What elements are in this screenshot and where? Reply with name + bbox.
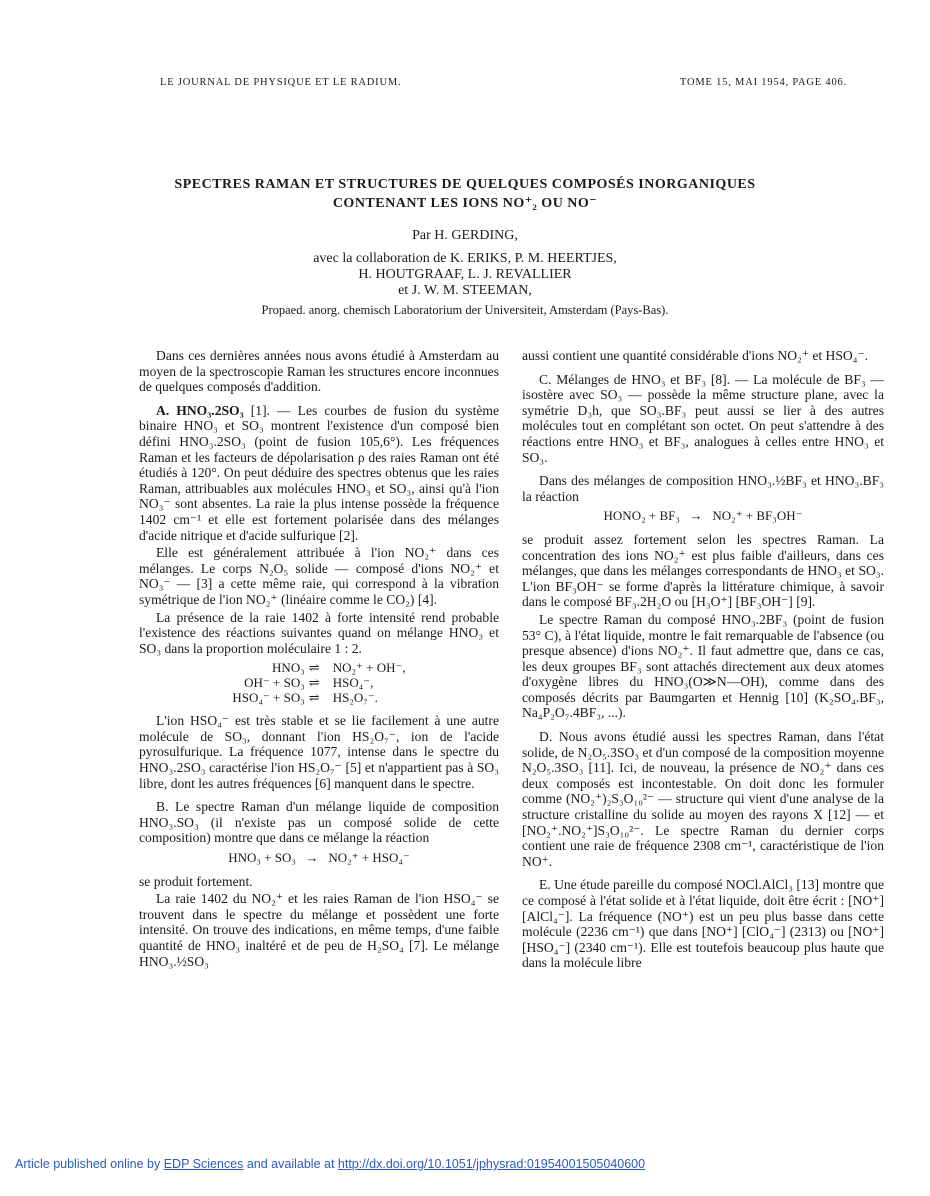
collaborators-line2: H. HOUTGRAAF, L. J. REVALLIER — [358, 267, 572, 282]
intro-paragraph: Dans ces dernières années nous avons étudié à Amsterdam au moyen de la spectroscopie Raman les structures encore inconnues de quelques composés d'addition. — [139, 348, 499, 395]
author: Par H. GERDING, — [412, 228, 518, 243]
equation-arrow: ⇌ — [308, 690, 320, 706]
equation-rhs: HS₂O₇⁻. — [332, 690, 378, 706]
equation-b: HNO₃ + SO₃ → NO₂⁺ + HSO₄⁻ — [228, 850, 410, 866]
section-b-paragraph: B. Le spectre Raman d'un mélange liquide de composition HNO₃.SO₃ (il n'existe pas un composé solide de cette composition) montre que dans ce mélange la réaction — [139, 799, 499, 846]
running-header-issue: TOME 15, MAI 1954, PAGE 406. — [679, 77, 847, 88]
left-column — [139, 348, 499, 971]
paragraph-1402-line: La raie 1402 du NO₂⁺ et les raies Raman de l'ion HSO₄⁻ se trouvent dans le spectre du mélange et possèdent une forte intensité. On trouve des indications, en même temps, d'une faible quantité de HNO₃ inaltéré et de peu de H₂SO₄ [7]. Le mélange HNO₃.½SO₃ — [139, 891, 499, 969]
equation-rhs: HSO₄⁻, — [332, 675, 374, 691]
paragraph-hso4-ion: L'ion HSO₄⁻ est très stable et se lie facilement à une autre molécule de SO₃, donnant l'ion HS₂O₇⁻, ion de l'acide pyrosulfurique. La fréquence 1077, intense dans le spectre du HNO₃.2SO₃ caractérise l'ion HS₂O₇⁻ [5] et n'appartient pas à SO₃ libre, dont les autres fréquences [6] manquent dans le spectre. — [139, 713, 499, 791]
equation-rhs: NO₂⁺ + OH⁻, — [332, 660, 406, 676]
section-c-paragraph: C. Mélanges de HNO₃ et BF₃ [8]. — La molécule de BF₃ — isostère avec SO₃ — possède la même structure plane, avec la symétrie D₃h, que SO₃.BF₃ peut aussi se lier à des autres molécules tout en complétant son octet. On peut s'attendre à des réactions entre HNO₃ et BF₃, analogues à celles entre HNO₃ et SO₃. — [522, 371, 884, 465]
section-d-paragraph: D. Nous avons étudié aussi les spectres Raman, dans l'état solide, de N₂O₅.3SO₃ et d'un composé de la composition moyenne N₂O₅.3SO₃ [11]. Ici, de nouveau, la présence de NO₂⁺ dans ces deux composés est incontestable. On doit donc les formuler comme (NO₂⁺)₂S₃O₁₀²⁻ — structure qui vient d'une analyse de la structure cristalline du solide au moyen des rayons X [12] — et [NO₂⁺.NO₂⁺]S₃O₁₀²⁻. Le spectre Raman du dernier corps contient une raie de fréquence 2308 cm⁻¹, caractéristique de l'ion NO⁺. — [522, 729, 884, 869]
section-a-text: [1]. — Les courbes de fusion du système binaire HNO₃ et SO₃ montrent l'existence d'un composé bien défini HNO₃.2SO₃ (point de fusion 105,6°). Les fréquences Raman et les facteurs de dépolarisation ρ des raies Raman ont été étudiés à 120°. On peut déduire des spectres obtenus que les raies Raman, attribuables aux molécules HNO₃ et SO₃, ainsi qu'à l'ion NO₃⁻ sont absentes. La raie la plus intense possède la fréquence 1402 cm⁻¹ et elle est fortement polarisée dans des mélanges d'acide nitrique et d'acide sulfurique [2]. — [139, 402, 499, 543]
equation-c: HONO₂ + BF₃ → NO₂⁺ + BF₃OH⁻ — [603, 508, 803, 524]
footer-prefix: Article published online by — [15, 1157, 164, 1171]
section-a-heading: A. HNO₃.2SO₃ — [156, 402, 244, 418]
publisher-link[interactable]: EDP Sciences — [163, 1157, 244, 1171]
reaction-equations — [139, 660, 499, 705]
equation-arrow: ⇌ — [308, 660, 320, 676]
equation-lhs: HSO₄⁻ + SO₃ — [232, 690, 305, 706]
equation-lhs: HNO₃ — [272, 660, 305, 676]
paragraph-produces: se produit fortement. — [139, 873, 253, 889]
paragraph-bf3-mixtures: Dans des mélanges de composition HNO₃.½BF₃ et HNO₃.BF₃ la réaction — [522, 473, 884, 504]
running-header-journal: LE JOURNAL DE PHYSIQUE ET LE RADIUM. — [160, 77, 402, 88]
doi-link[interactable]: http://dx.doi.org/10.1051/jphysrad:01954001505040600 — [337, 1157, 646, 1171]
equation-arrow: ⇌ — [308, 675, 320, 691]
right-column — [522, 348, 884, 979]
affiliation: Propaed. anorg. chemisch Laboratorium der Universiteit, Amsterdam (Pays-Bas). — [261, 303, 669, 317]
paragraph-continuation: aussi contient une quantité considérable d'ions NO₂⁺ et HSO₄⁻. — [522, 348, 869, 363]
paragraph-bf3oh: se produit assez fortement selon les spectres Raman. La concentration des ions NO₂⁺ est plus faible d'ailleurs, dans ces mélanges, que dans les mélanges correspondants de HNO₃ et SO₃. L'ion BF₃OH⁻ se forme d'après la littérature chimique, à savoir dans le composé BF₃.2H₂O ou [H₃O⁺] [BF₃OH⁻] [9]. — [522, 531, 884, 610]
paragraph-no2-ion: Elle est généralement attribuée à l'ion NO₂⁺ dans ces mélanges. Le corps N₂O₅ solide — composé d'ions NO₂⁺ et NO₃⁻ — [3] a cette même raie, qui correspond à la vibration symétrique de l'ion NO₂⁺ (linéaire comme le CO₂) [4]. — [139, 545, 499, 607]
article-title-line1: SPECTRES RAMAN ET STRUCTURES DE QUELQUES COMPOSÉS INORGANIQUES — [174, 177, 756, 192]
article-title-line2: CONTENANT LES IONS NO⁺₂ OU NO⁻ — [332, 196, 598, 211]
section-e-paragraph: E. Une étude pareille du composé NOCl.AlCl₃ [13] montre que ce composé à l'état solide et à l'état liquide, doit être écrit : [NO⁺] [AlCl₄⁻]. La fréquence (NO⁺) est un peu plus basse dans cette molécule (2236 cm⁻¹) que dans [NO⁺] [ClO₄⁻] (2313) ou [NO⁺] [HSO₄⁻] (2340 cm⁻¹). Elle est toutefois beaucoup plus haute que dans la molécule libre — [522, 877, 884, 971]
collaborators-line3: et J. W. M. STEEMAN, — [398, 283, 532, 298]
equation-lhs: OH⁻ + SO₃ — [244, 675, 305, 691]
publication-footer — [15, 1157, 645, 1171]
section-a-paragraph — [139, 403, 499, 543]
footer-middle: and available at — [243, 1157, 338, 1171]
paragraph-reactions-intro: La présence de la raie 1402 à forte intensité rend probable l'existence des réactions suivantes quand on mélange HNO₃ et SO₃ dans la proportion moléculaire 1 : 2. — [139, 609, 499, 656]
collaborators-line1: avec la collaboration de K. ERIKS, P. M. HEERTJES, — [313, 251, 617, 266]
paragraph-hno3-2bf3: Le spectre Raman du composé HNO₃.2BF₃ (point de fusion 53° C), à l'état liquide, montre le fait remarquable de l'absence (ou presque absence) d'ions NO₂⁺. Il faut admettre que, dans ce cas, les deux groupes BF₃ sont attachés directement aux deux atomes d'oxygène libres du HNO₃(O≫N—OH), comme dans des composés décrits par Baumgarten et Hennig [10] (K₂SO₄.BF₃, Na₄P₂O₇.4BF₃, ...). — [522, 611, 884, 721]
